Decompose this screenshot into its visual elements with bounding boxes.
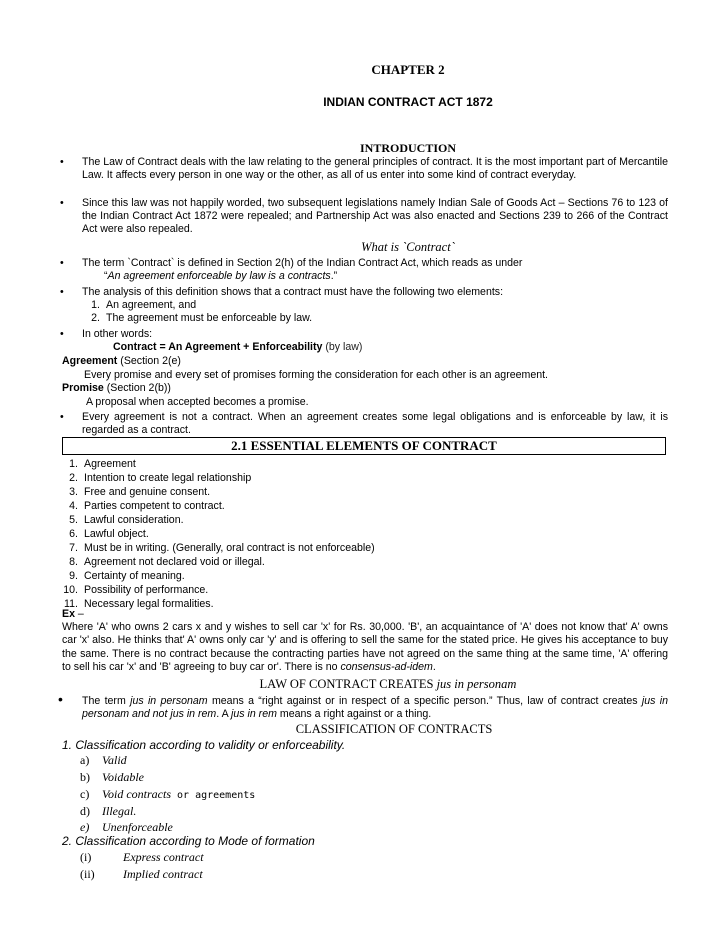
list-item: 9. Certainty of meaning.: [69, 570, 185, 582]
list-item: 8. Agreement not declared void or illegal.: [69, 556, 265, 568]
bullet-icon: •: [58, 691, 63, 707]
act-title: INDIAN CONTRACT ACT 1872: [323, 95, 493, 109]
agreement-definition-text: Every promise and every set of promises forming the consideration for each other is an agreement.: [84, 369, 548, 381]
list-item: b) Voidable: [80, 770, 144, 784]
essential-elements-heading: 2.1 ESSENTIAL ELEMENTS OF CONTRACT: [231, 438, 497, 453]
other-words: In other words:: [82, 328, 153, 340]
list-item: a) Valid: [80, 753, 127, 767]
list-item: (i) Express contract: [80, 850, 204, 864]
list-item: 1. An agreement, and: [91, 299, 197, 311]
list-item: 2. Intention to create legal relationship: [69, 472, 252, 484]
definition-intro: The term `Contract` is defined in Section 2(h) of the Indian Contract Act, which reads as under: [82, 257, 523, 269]
classification-2-heading: 2. Classification according to Mode of formation: [62, 834, 315, 848]
list-item: 2. The agreement must be enforceable by law.: [91, 312, 313, 324]
promise-definition-label: Promise (Section 2(b)): [62, 382, 171, 394]
contract-formula: Contract = An Agreement + Enforceability (by law): [113, 341, 363, 353]
bullet-icon: •: [60, 257, 64, 269]
agreement-definition-label: Agreement (Section 2(e): [62, 355, 181, 367]
list-item: d) Illegal.: [80, 804, 137, 818]
example-paragraph: Where 'A' who owns 2 cars x and y wishes to sell car 'x' for Rs. 30,000. 'B', an acquaintance of 'A' does not know that' A' owns car 'x' also. He thinks that' A' owns only car 'y' and is offering to sell the same for the stated price. He gives his acceptance to buy the same. There is no contract because the contracting parties have not agreed on the same thing at the same time, 'A' offering to sell his car 'x' and 'B' agreeing to buy car or'. There is no consensus-ad-idem.: [62, 621, 668, 674]
intro-paragraph-2: Since this law was not happily worded, two subsequent legislations namely Indian Sale of Goods Act – Sections 76 to 123 of the Indian Contract Act 1872 were repealed; and Partnership Act was also enacted and Sections 239 to 266 of the Contract Act were also repealed.: [82, 197, 668, 235]
analysis-intro: The analysis of this definition shows that a contract must have the following two elements:: [82, 286, 504, 298]
promise-definition-text: A proposal when accepted becomes a promise.: [86, 396, 309, 408]
what-is-contract-heading: What is `Contract`: [361, 240, 455, 254]
introduction-heading: INTRODUCTION: [359, 141, 456, 155]
chapter-title: CHAPTER 2: [371, 62, 445, 77]
classification-1-heading: 1. Classification according to validity or enforceability.: [62, 738, 346, 752]
list-item: 7. Must be in writing. (Generally, oral contract is not enforceable): [69, 542, 375, 554]
list-item: (ii) Implied contract: [80, 867, 203, 881]
list-item: e) Unenforceable: [80, 820, 173, 834]
list-item: 3. Free and genuine consent.: [69, 486, 211, 498]
bullet-icon: •: [60, 156, 64, 168]
bullet-icon: •: [60, 197, 64, 209]
list-item: 6. Lawful object.: [69, 528, 149, 540]
bullet-icon: •: [60, 328, 64, 340]
list-item: 1. Agreement: [69, 458, 136, 470]
list-item: c) Void contracts or agreements: [80, 787, 256, 801]
bullet-icon: •: [60, 411, 64, 423]
definition-quote: “An agreement enforceable by law is a contracts.”: [104, 270, 338, 282]
law-creates-heading: LAW OF CONTRACT CREATES jus in personam: [259, 677, 517, 691]
list-item: 11. Necessary legal formalities.: [64, 598, 214, 610]
list-item: 10. Possibility of performance.: [63, 584, 209, 596]
bullet-icon: •: [60, 286, 64, 298]
list-item: 5. Lawful consideration.: [69, 514, 184, 526]
jus-in-personam-paragraph: The term jus in personam means a “right against or in respect of a specific person.” Thus, law of contract creates jus in personam and not jus in rem. A jus in rem means a right against or a thing.: [82, 695, 668, 720]
example-label: Ex –: [62, 608, 84, 620]
list-item: 4. Parties competent to contract.: [69, 500, 225, 512]
intro-paragraph-1: The Law of Contract deals with the law relating to the general principles of contract. It is the most important part of Mercantile Law. It affects every person in one way or the other, as all of us enter into some kind of contract everyday.: [82, 156, 668, 181]
classification-heading: CLASSIFICATION OF CONTRACTS: [295, 722, 493, 736]
agreement-not-contract: Every agreement is not a contract. When an agreement creates some legal obligations and is enforceable by law, it is regarded as a contract.: [82, 411, 668, 436]
